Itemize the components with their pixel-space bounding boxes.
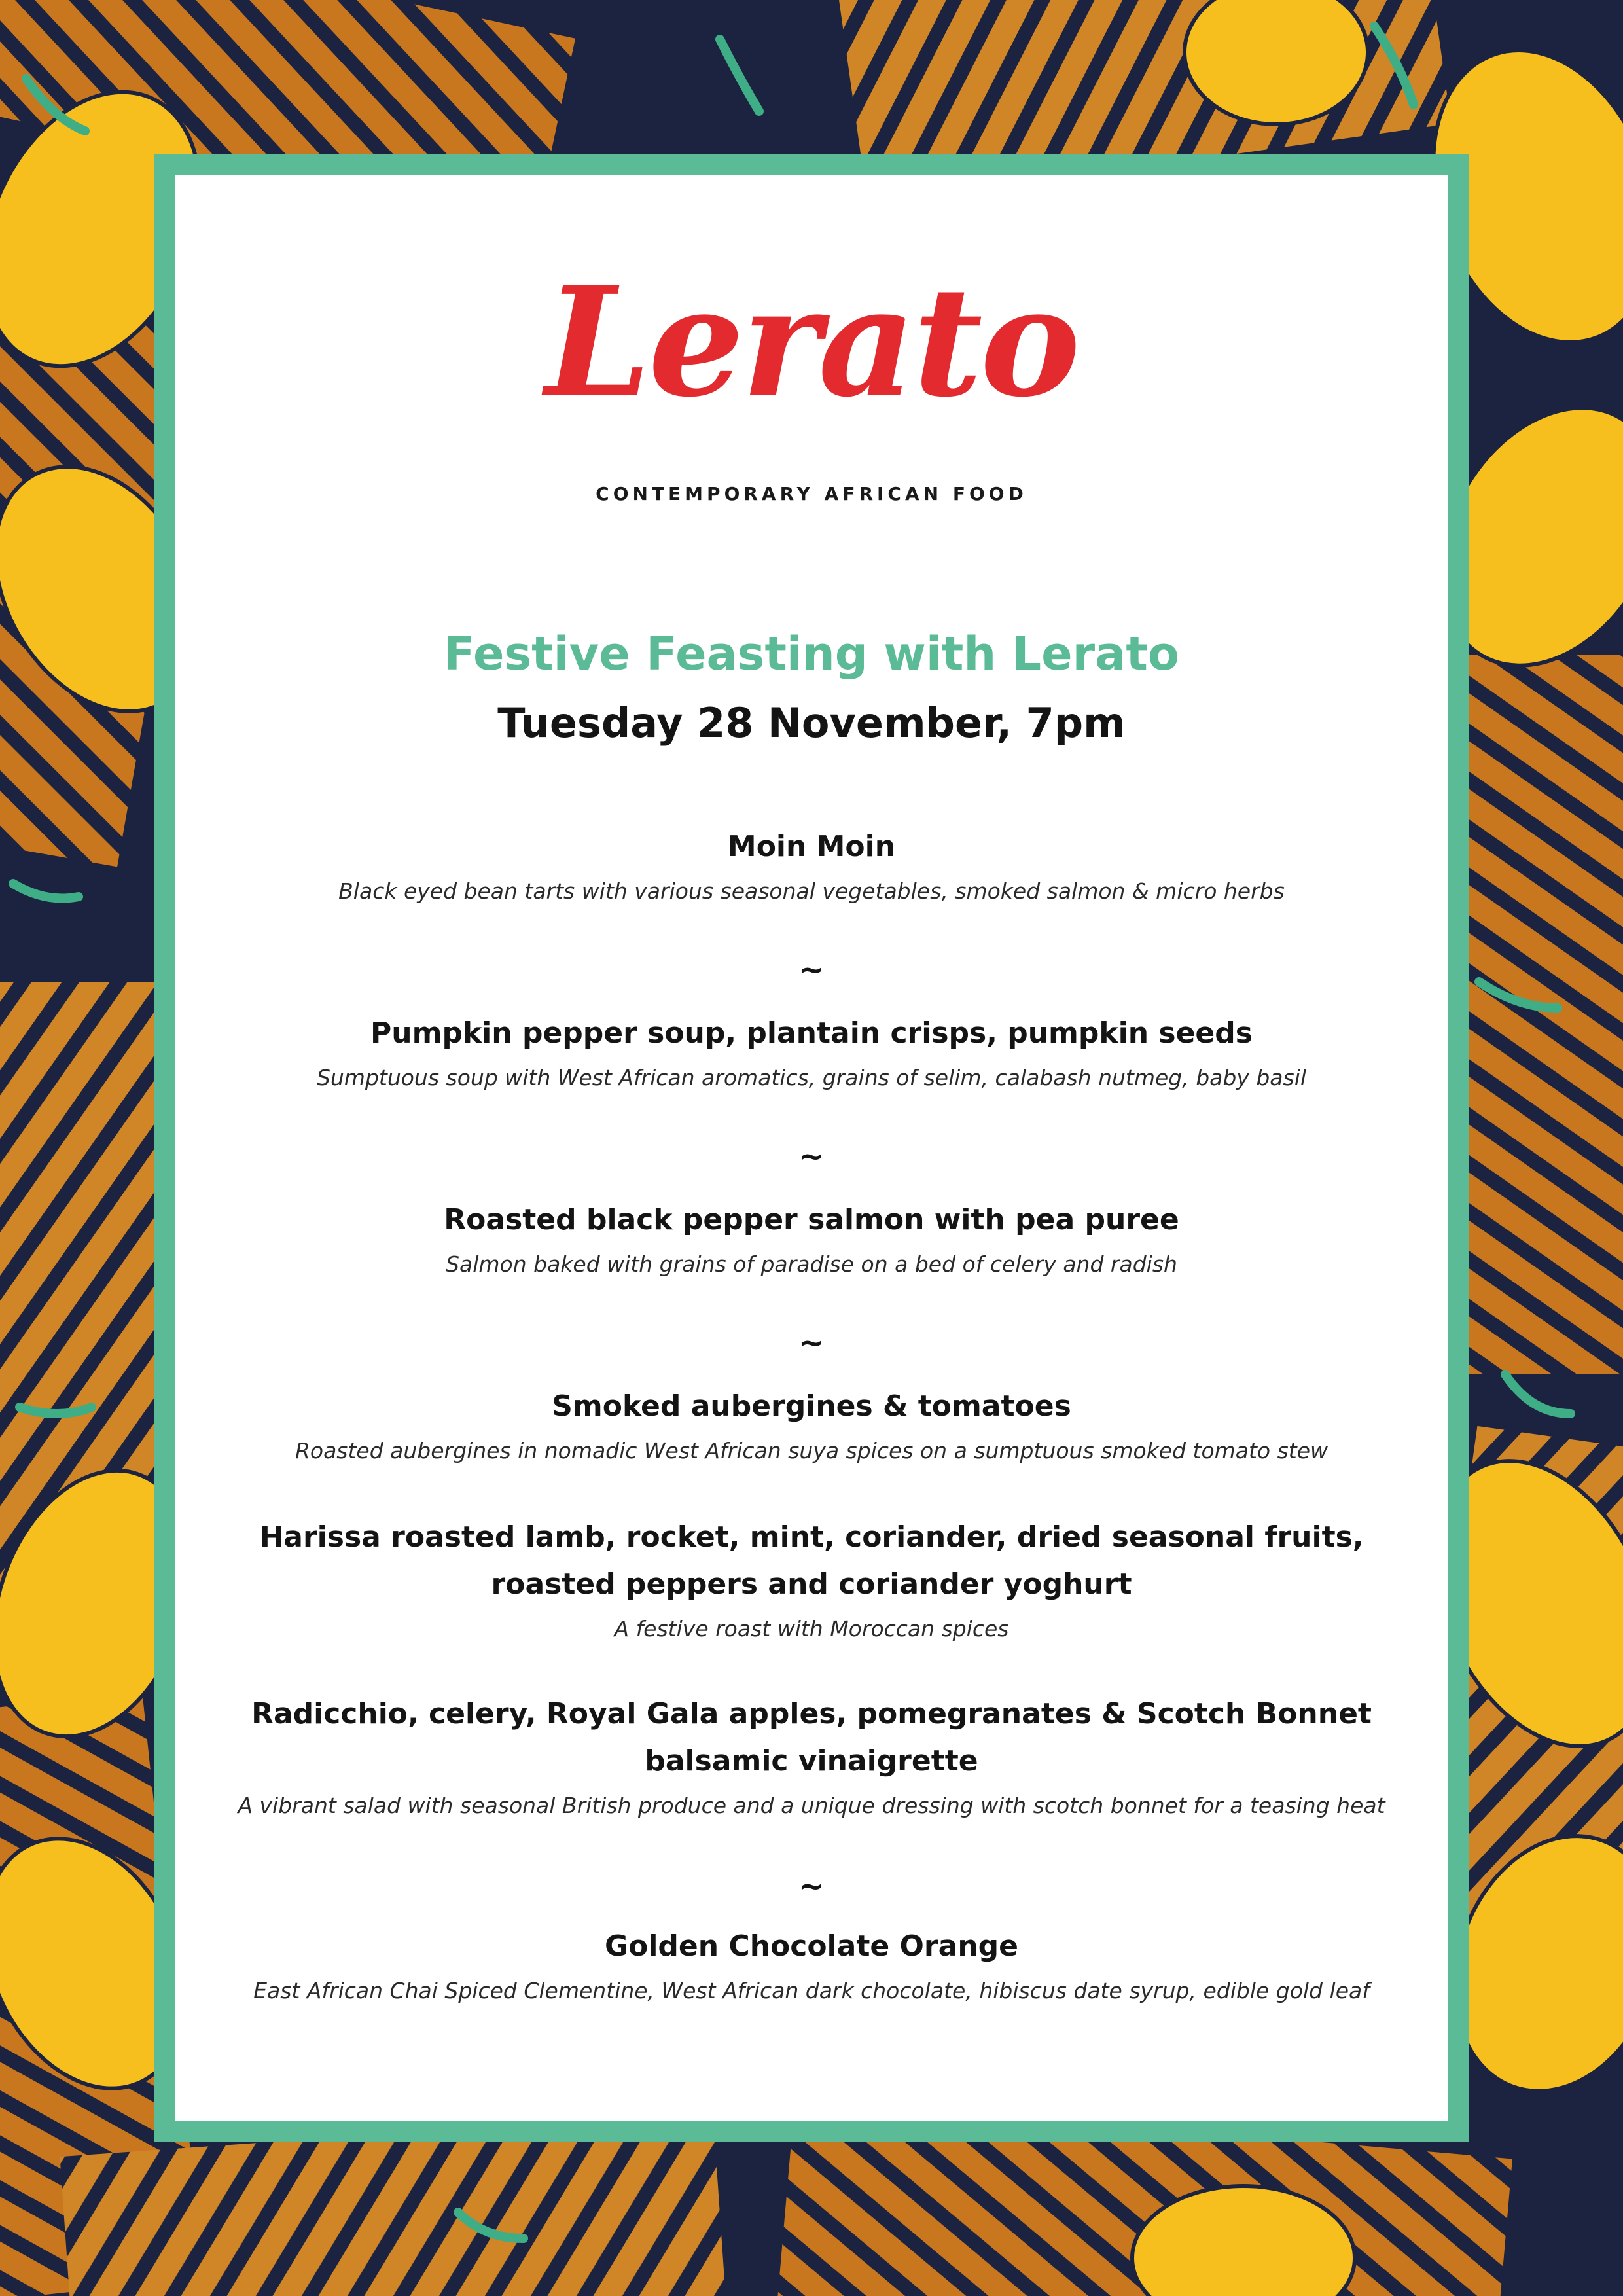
course-separator: ~ [798,1138,825,1175]
menu-item [228,1383,1395,1468]
menu-item [228,1691,1395,1823]
event-date: Tuesday 28 November, 7pm [497,699,1126,747]
menu-item [228,823,1395,908]
dish-name: Smoked aubergines & tomatoes [552,1390,1071,1423]
restaurant-tagline: CONTEMPORARY AFRICAN FOOD [596,483,1027,505]
course-separator: ~ [798,1868,825,1905]
menu-card [154,154,1469,2142]
dish-name: Golden Chocolate Orange [605,1929,1018,1963]
course-separator: ~ [798,952,825,988]
dish-name: Radicchio, celery, Royal Gala apples, pomegranates & Scotch Bonnet balsamic vinaigrette [251,1697,1372,1778]
dish-description: A vibrant salad with seasonal British produce and a unique dressing with scotch bonnet for a teasing heat [238,1793,1385,1818]
lerato-logo: Lerato [545,254,1078,431]
menu-item [228,1514,1395,1646]
dish-name: Roasted black pepper salmon with pea puree [444,1203,1179,1236]
dish-description: A festive roast with Moroccan spices [614,1616,1009,1641]
menu-item [228,1010,1395,1095]
menu-item [228,1923,1395,2008]
dish-name: Pumpkin pepper soup, plantain crisps, pumpkin seeds [370,1016,1253,1050]
course-separator: ~ [798,1325,825,1361]
menu-item [228,1196,1395,1282]
dish-name: Harissa roasted lamb, rocket, mint, coriander, dried seasonal fruits, roasted peppers and coriander yoghurt [259,1520,1364,1601]
dish-description: Roasted aubergines in nomadic West African suya spices on a sumptuous smoked tomato stew [294,1438,1329,1463]
dish-description: East African Chai Spiced Clementine, West African dark chocolate, hibiscus date syrup, edible gold leaf [253,1978,1370,2003]
dish-name: Moin Moin [727,830,896,863]
dish-description: Black eyed bean tarts with various seasonal vegetables, smoked salmon & micro herbs [338,878,1285,904]
dish-description: Salmon baked with grains of paradise on a bed of celery and radish [446,1251,1177,1277]
dish-description: Sumptuous soup with West African aromatics, grains of selim, calabash nutmeg, baby basil [316,1065,1307,1090]
event-title: Festive Feasting with Lerato [444,627,1179,681]
